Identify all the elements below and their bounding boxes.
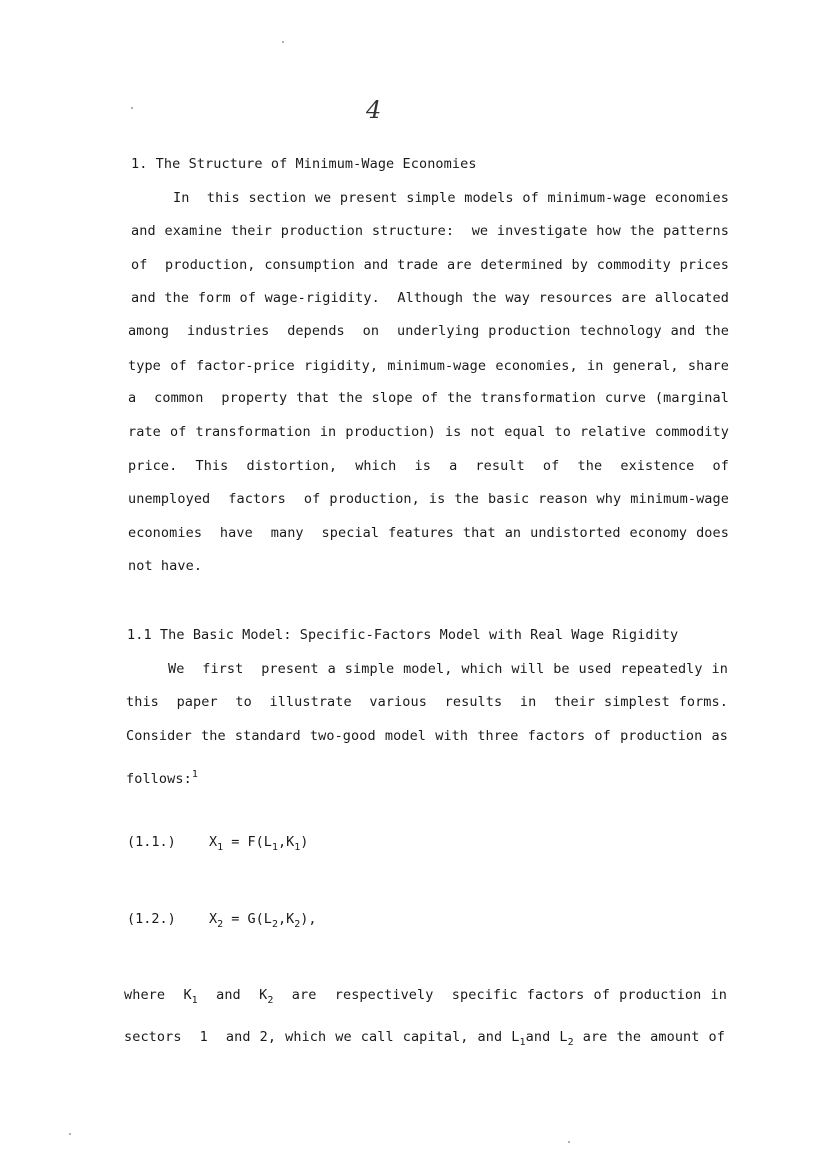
paragraph-line: follows:$^1$ xyxy=(126,769,198,787)
subsection-heading: 1.1 The Basic Model: Specific-Factors Model with Real Wage Rigidity xyxy=(127,627,679,643)
paragraph-line: this paper to illustrate various results in their simplest forms. xyxy=(126,694,728,710)
paragraph-where-line-1: where $K_1$ and $K_2$ are respectively specific factors of production in xyxy=(124,987,727,1006)
paragraph-line: and examine their production structure: we investigate how the patterns xyxy=(131,223,729,239)
paragraph-line: We first present a simple model, which will be used repeatedly in xyxy=(168,661,728,677)
page-number: 4 xyxy=(366,96,382,124)
paragraph-where-line-2: sectors 1 and 2, which we call capital, and $L_1and$ $L_2$ are the amount of xyxy=(124,1029,726,1048)
scan-speck xyxy=(282,41,284,43)
scan-speck xyxy=(69,1133,71,1135)
footnote-mark: 1 xyxy=(191,769,198,780)
paragraph-line: unemployed factors of production, is the basic reason why minimum-wage xyxy=(128,491,729,507)
paragraph-line: economies have many special features that an undistorted economy does xyxy=(128,525,729,541)
paragraph-line: not have. xyxy=(128,558,203,574)
section-heading: 1. The Structure of Minimum-Wage Economies xyxy=(131,156,477,172)
scan-speck xyxy=(131,107,133,109)
paragraph-line: of production, consumption and trade are determined by commodity prices xyxy=(131,257,729,273)
paragraph-line: a common property that the slope of the transformation curve (marginal xyxy=(128,390,729,406)
scan-speck xyxy=(568,1141,570,1143)
paragraph-line: rate of transformation in production) is not equal to relative commodity xyxy=(128,424,729,440)
paragraph-line: type of factor-price rigidity, minimum-wage economies, in general, share xyxy=(128,358,729,374)
paragraph-line: In this section we present simple models of minimum-wage economies xyxy=(173,190,729,206)
paragraph-line: Consider the standard two-good model with three factors of production as xyxy=(126,728,728,744)
paragraph-line: price. This distortion, which is a result of the existence of xyxy=(128,458,729,474)
equation-1-1: (1.1.) $X_1 = F(L_1,K_1)$ xyxy=(127,834,309,853)
paragraph-line: among industries depends on underlying production technology and the xyxy=(128,323,729,339)
equation-1-2: (1.2.) $X_2 = G(L_2,K_2)$, xyxy=(127,911,317,930)
paragraph-line: and the form of wage-rigidity. Although the way resources are allocated xyxy=(131,290,729,306)
